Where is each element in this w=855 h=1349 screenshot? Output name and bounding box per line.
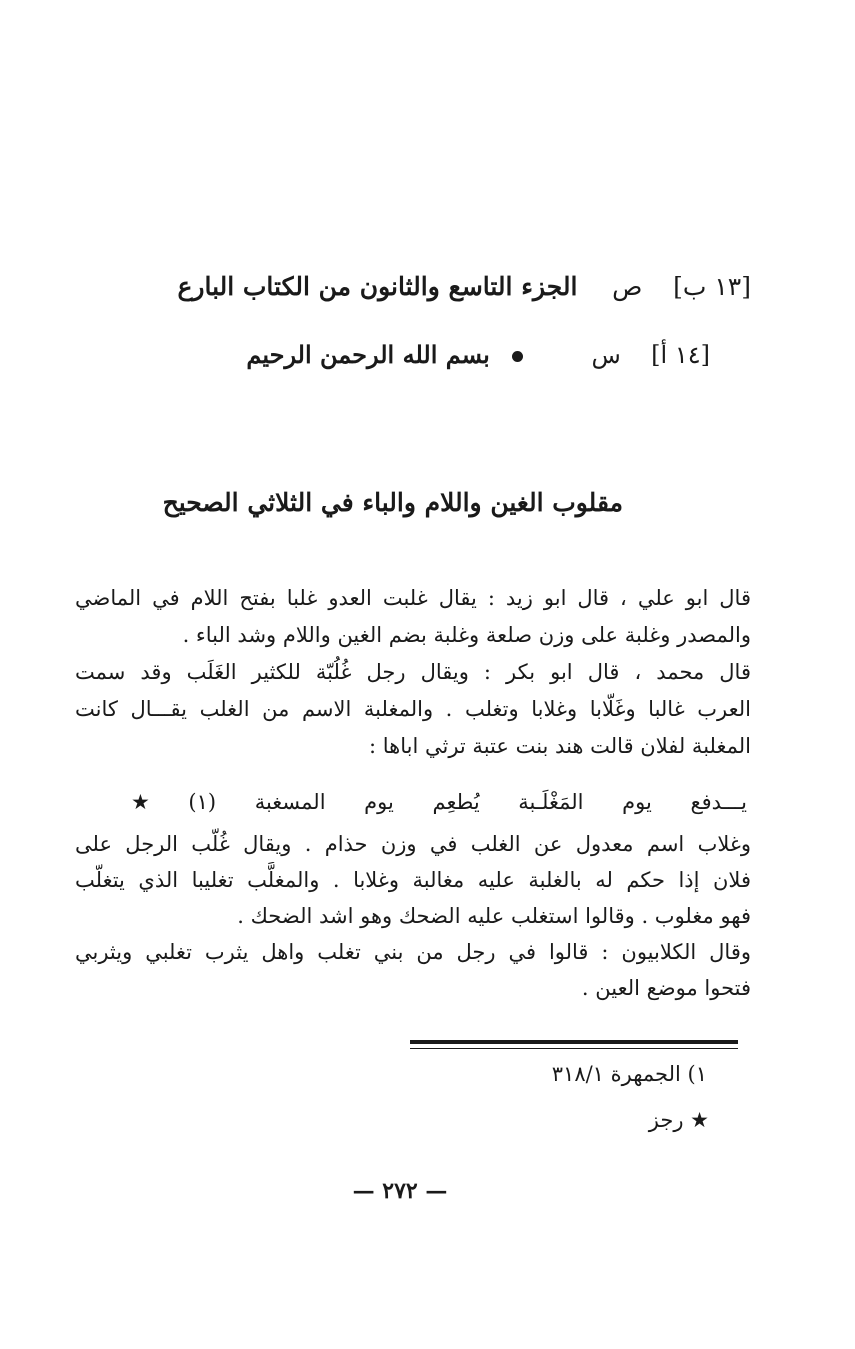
- basmala-line: [230, 340, 710, 369]
- manuscript-sigil-sad: ص: [612, 272, 643, 301]
- body-paragraphs-2: [75, 826, 751, 1006]
- body-line: فهو مغلوب . وقالوا استغلب عليه الضحك وهو اشد الضحك .: [237, 904, 751, 928]
- body-line: وغلاب اسم معدول عن الغلب في وزن حذام . ويقال غُلّب الرجل على: [75, 832, 751, 856]
- chapter-title: مقلوب الغين واللام والباء في الثلاثي الصحيح: [162, 488, 623, 517]
- folio-reference-13b: [١٣ ب]: [673, 272, 751, 301]
- part-heading-line: [177, 272, 751, 301]
- part-heading-text: الجزء التاسع والثانون من الكتاب البارع: [177, 272, 578, 301]
- body-line: فلان إذا حكم له بالغلبة عليه مغالبة وغلابا . والمغلَّب تغليبا الذي يتغلّب: [75, 868, 751, 892]
- footnote-1: ١) الجمهرة ٣١٨/١: [551, 1062, 707, 1086]
- body-line: وقال الكلابيون : قالوا في رجل من بني تغلب واهل يثرب تغلبي ويثربي: [75, 940, 751, 964]
- bullet-dot-icon: [512, 351, 523, 362]
- folio-reference-14a: [١٤ أ]: [651, 341, 710, 369]
- verse-line: يـــدفع يوم المَغْلَـبة يُطعِم يوم المسغبة (١) ★: [99, 790, 747, 814]
- footnote-star: ★ رجز: [648, 1108, 709, 1132]
- body-line: العرب غالبا وغَلّابا وغلابا وتغلب . والمغلبة الاسم من الغلب يقـــال كانت: [75, 697, 751, 721]
- body-line: والمصدر وغلبة على وزن صلعة وغلبة بضم الغين واللام وشد الباء .: [182, 623, 751, 647]
- manuscript-sigil-sin: س: [591, 341, 621, 369]
- body-line: قال محمد ، قال ابو بكر : ويقال رجل غُلُبّة للكثير الغَلَب وقد سمت: [75, 660, 751, 684]
- body-line: فتحوا موضع العين .: [581, 976, 751, 1000]
- basmala-text: بسم الله الرحمن الرحيم: [246, 340, 490, 369]
- footnote-separator: [410, 1040, 738, 1044]
- page-number: — ٢٧٢ —: [352, 1178, 448, 1204]
- body-line: المغلبة لفلان قالت هند بنت عتبة ترثي اباها :: [369, 734, 751, 758]
- body-paragraphs-1: [75, 580, 751, 765]
- body-line: قال ابو علي ، قال ابو زيد : يقال غلبت العدو غلبا بفتح اللام في الماضي: [75, 586, 751, 610]
